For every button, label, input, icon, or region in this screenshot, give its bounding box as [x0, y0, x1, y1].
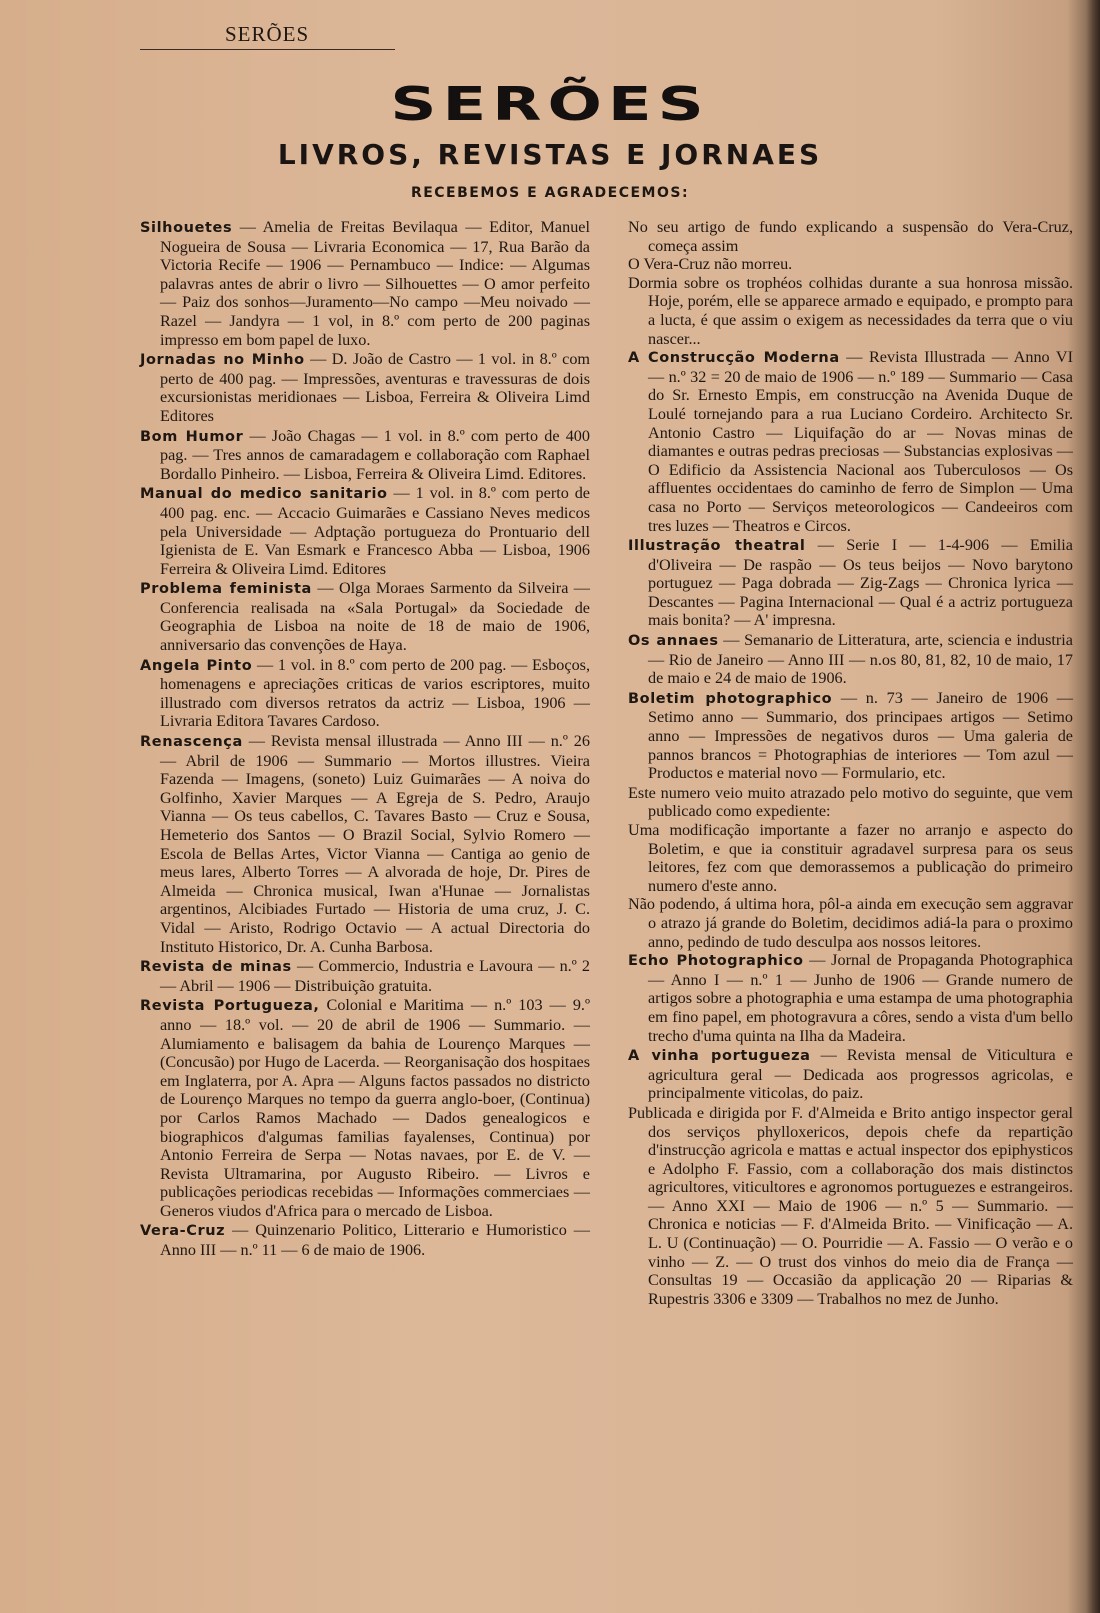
received-heading: RECEBEMOS E AGRADECEMOS:: [410, 185, 690, 201]
listing-paragraph: [628, 1104, 1073, 1309]
listing-entry: [140, 218, 590, 349]
section-subtitle: LIVROS, REVISTAS E JORNAES: [277, 138, 823, 171]
entry-title: A Construcção Moderna: [628, 350, 840, 367]
entry-title: Os annaes: [628, 633, 719, 650]
entry-title: Angela Pinto: [140, 657, 253, 674]
listing-entry: [140, 350, 590, 425]
entry-text: — Revista mensal illustrada — Anno III — n.º 26 — Abril de 1906 — Summario — Mortos illustres. Vieira Fazenda — Imagens, (soneto) Luiz Guimarães — A noiva do Golfinho, Xavier Marques — A Egreja de S. Pedro, Araujo Vianna — Os teus cabellos, C. Tavares Basto — Cruz e Sousa, Hemeterio dos Santos — O Brazil Social, Sylvio Romero — Escola de Bellas Artes, Victor Vianna — Cantiga ao genio de meus lares, Alberto Torres — A alvorada de hoje, Dr. Pires de Almeida — Chronica musical, Iwan a'Hunae — Jornalistas argentinos, Alcibiades Furtado — Historia de uma cruz, J. C. Vidal — Aristo, Rodrigo Octavio — A actual Directoria do Instituto Historico, Dr. A. Cunha Barbosa.: [160, 732, 590, 956]
listing-paragraph: [628, 274, 1073, 348]
listing-entry: [140, 656, 590, 731]
entry-text: — João Chagas — 1 vol. in 8.º com perto de 400 pag. — Tres annos de camaradagem e collaboração com Raphael Bordallo Pinheiro. — Lisboa, Ferreira & Oliveira Limd. Editores.: [160, 426, 590, 483]
listing-entry: [628, 631, 1073, 688]
entry-text: — Jornal de Propaganda Photographica — Anno I — n.º 1 — Junho de 1906 — Grande numero de artigos sobre a photographia e uma estampa de uma photographia em fino papel, em photogravura a côres, sendo a vista d'um bello trecho d'uma quinta na Ilha da Madeira.: [648, 951, 1073, 1045]
entry-title: Bom Humor: [140, 428, 244, 445]
listing-paragraph: [628, 255, 1073, 274]
listing-entry: [628, 536, 1073, 630]
entry-text: — Revista Illustrada — Anno VI — n.º 32 = 20 de maio de 1906 — n.º 189 — Summario — Casa do Sr. Ernesto Empis, em construcção na Avenida Duque de Loulé tornejando para a rua Luciano Cordeiro. Architecto Sr. Antonio Castro — Liquifação do ar — Novas minas de diamantes e outras pedras preciosas — Substancias explosivas — O Edificio da Assistencia Nacional aos Tuberculosos — Os affluentes occidentaes do caminho de ferro de Simplon — Uma casa no Porto — Serviços meteorologicos — Candeeiros com tres luzes — Theatros e Circos.: [648, 348, 1073, 535]
entry-text: Este numero veio muito atrazado pelo motivo do seguinte, que vem publicado como expediente:: [628, 783, 1073, 821]
entry-title: A vinha portugueza: [628, 1048, 811, 1065]
binding-shadow: [1086, 0, 1100, 1613]
entry-title: Boletim photographico: [628, 690, 833, 707]
entry-text: — D. João de Castro — 1 vol. in 8.º com perto de 400 pag. — Impressões, aventuras e travessuras de dois excursionistas meridionaes — Lisboa, Ferreira & Oliveira Limd Editores: [160, 350, 591, 425]
entry-title: Silhouetes: [140, 220, 233, 236]
entry-title: Vera-Cruz: [140, 1223, 226, 1240]
entry-title: Illustração theatral: [628, 538, 806, 555]
entry-title: Renascença: [140, 734, 243, 751]
listing-entry: [628, 348, 1073, 535]
listing-paragraph: [628, 821, 1073, 895]
entry-title: Problema feminista: [140, 581, 312, 598]
entry-title: Manual do medico sanitario: [140, 486, 388, 503]
listing-entry: [140, 996, 590, 1220]
entry-text: Dormia sobre os trophéos colhidas durante a sua honrosa missão. Hoje, porém, elle se apparece armado e equipado, e prompto para a lucta, é que assim o exigem as necessidades da terra que o viu nascer...: [628, 273, 1073, 348]
entry-title: Revista Portugueza,: [140, 998, 320, 1015]
listing-entry: [140, 1221, 590, 1259]
entry-text: Publicada e dirigida por F. d'Almeida e Brito antigo inspector geral dos serviços phylloxericos, depois chefe da repartição d'instrucção agricola e mattas e actual inspector dos epiphysticos e Adolpho F. Fassio, com a collaboração dos mais distinctos agricultores, viticultores e agronomos portuguezes e estrangeiros. — Anno XXI — Maio de 1906 — n.º 5 — Summario. — Chronica e noticias — F. d'Almeida Brito. — Vinificação — A. L. U (Continuação) — O. Pourridie — A. Fassio — O verão e o vinho — Z. — O trust dos vinhos do meio dia de França — Consultas 19 — Occasião da applicação 20 — Riparias & Rupestris 3306 e 3309 — Trabalhos no mez de Junho.: [628, 1103, 1073, 1308]
entry-text: O Vera-Cruz não morreu.: [628, 255, 793, 274]
entry-title: Echo Photographico: [628, 953, 804, 970]
entry-text: — Commercio, Industria e Lavoura — n.º 2 — Abril — 1906 — Distribuição gratuita.: [160, 957, 590, 995]
entry-text: — Semanario de Litteratura, arte, sciencia e industria — Rio de Janeiro — Anno III — n.os 80, 81, 82, 10 de maio, 17 de maio e 24 de maio de 1906.: [648, 631, 1073, 688]
entry-text: — Olga Moraes Sarmento da Silveira — Conferencia realisada na «Sala Portugal» da Sociedade de Geographia de Lisboa na noite de 18 de maio de 1906, anniversario das convenções de Haya.: [160, 579, 590, 655]
running-head: SERÕES: [140, 22, 395, 50]
entry-text: — Revista mensal de Viticultura e agricultura geral — Dedicada aos progressos agricolas, e principalmente viticolas, do paiz.: [648, 1046, 1073, 1103]
listing-entry: [628, 689, 1073, 783]
right-column: [628, 218, 1073, 1308]
listing-entry: [140, 732, 590, 956]
listing-paragraph: [628, 218, 1073, 255]
entry-text: — Quinzenario Politico, Litterario e Humoristico — Anno III — n.º 11 — 6 de maio de 1906.: [160, 1221, 590, 1260]
entry-text: — 1 vol. in 8.º com perto de 200 pag. — Esboços, homenagens e apreciações criticas de varios escriptores, muito illustrado com diversos retratos da actriz — Lisboa, 1906 — Livraria Editora Tavares Cardoso.: [160, 655, 591, 731]
entry-text: — Amelia de Freitas Bevilaqua — Editor, Manuel Nogueira de Sousa — Livraria Economica — 17, Rua Barão da Victoria Recife — 1906 — Pernambuco — Indice: — Algumas palavras antes de abrir o livro — Silhouettes — O amor perfeito — Paiz dos sonhos—Juramento—No campo —Meu noivado — Razel — Jandyra — 1 vol, in 8.º com perto de 200 paginas impresso em bom papel de luxo.: [160, 218, 590, 349]
listing-paragraph: [628, 895, 1073, 951]
listing-entry: [140, 427, 590, 484]
entry-text: — Serie I — 1-4-906 — Emilia d'Oliveira — De raspão — Os teus beijos — Novo barytono portuguez — Paga dobrada — Zig-Zags — Chronica lyrica — Descantes — Pagina Internacional — Qual é a actriz portugueza mais bonita? — A' impresna.: [648, 536, 1073, 630]
listing-entry: [628, 1046, 1073, 1103]
entry-title: Revista de minas: [140, 959, 292, 976]
listing-entry: [140, 484, 590, 578]
listing-entry: [628, 951, 1073, 1045]
entry-text: No seu artigo de fundo explicando a suspensão do Vera-Cruz, começa assim: [628, 218, 1073, 255]
entry-text: — n. 73 — Janeiro de 1906 — Setimo anno — Summario, dos principaes artigos — Setimo anno — Impressões de negativos duros — Uma galeria de pannos brancos = Photographias de interiores — Tom azul — Productos e material novo — Formulario, etc.: [648, 688, 1073, 783]
entry-title: Jornadas no Minho: [140, 352, 305, 369]
listing-entry: [140, 957, 590, 995]
entry-text: Colonial e Maritima — n.º 103 — 9.º anno — 18.º vol. — 20 de abril de 1906 — Summario. — Alumiamento e balisagem da bahia de Lourenço Marques — (Concusão) por Hugo de Lacerda. — Reorganisação dos hospitaes em Inglaterra, por A. Apra — Alguns factos passados no districto de Lourenço Marques no tempo da guerra anglo-boer, (Continua) por Carlos Ramos Machado — Dados genealogicos e biographicos d'algumas familias fayalenses, Continua) por Antonio Ferreira de Serpa — Notas navaes, por E. de V. — Revista Ultramarina, por Augusto Ribeiro. — Livros e publicações periodicas recebidas — Informações commerciaes — Generos viudos d'Africa para o mercado de Lisboa.: [160, 996, 590, 1220]
entry-text: Uma modificação importante a fazer no arranjo e aspecto do Boletim, e que ia constituir agradavel surpresa para os seus leitores, fez com que demorassemos a publicação do primeiro numero d'este anno.: [628, 821, 1073, 895]
masthead-title: SERÕES: [390, 78, 710, 132]
entry-text: Não podendo, á ultima hora, pôl-a ainda em execução sem aggravar o atrazo já grande do Boletim, decidimos adiá-la para o proximo anno, pedindo de tudo desculpa aos nossos leitores.: [628, 895, 1073, 951]
listing-entry: [140, 579, 590, 654]
entry-text: — 1 vol. in 8.º com perto de 400 pag. enc. — Accacio Guimarães e Cassiano Neves medicos pela Universidade — Adptação portugueza do Prontuario dell Igienista de E. Van Esmark e Francesco Abba — Lisboa, 1906 Ferreira & Oliveira Limd. Editores: [160, 484, 590, 578]
listing-paragraph: [628, 784, 1073, 821]
left-column: [140, 218, 590, 1261]
